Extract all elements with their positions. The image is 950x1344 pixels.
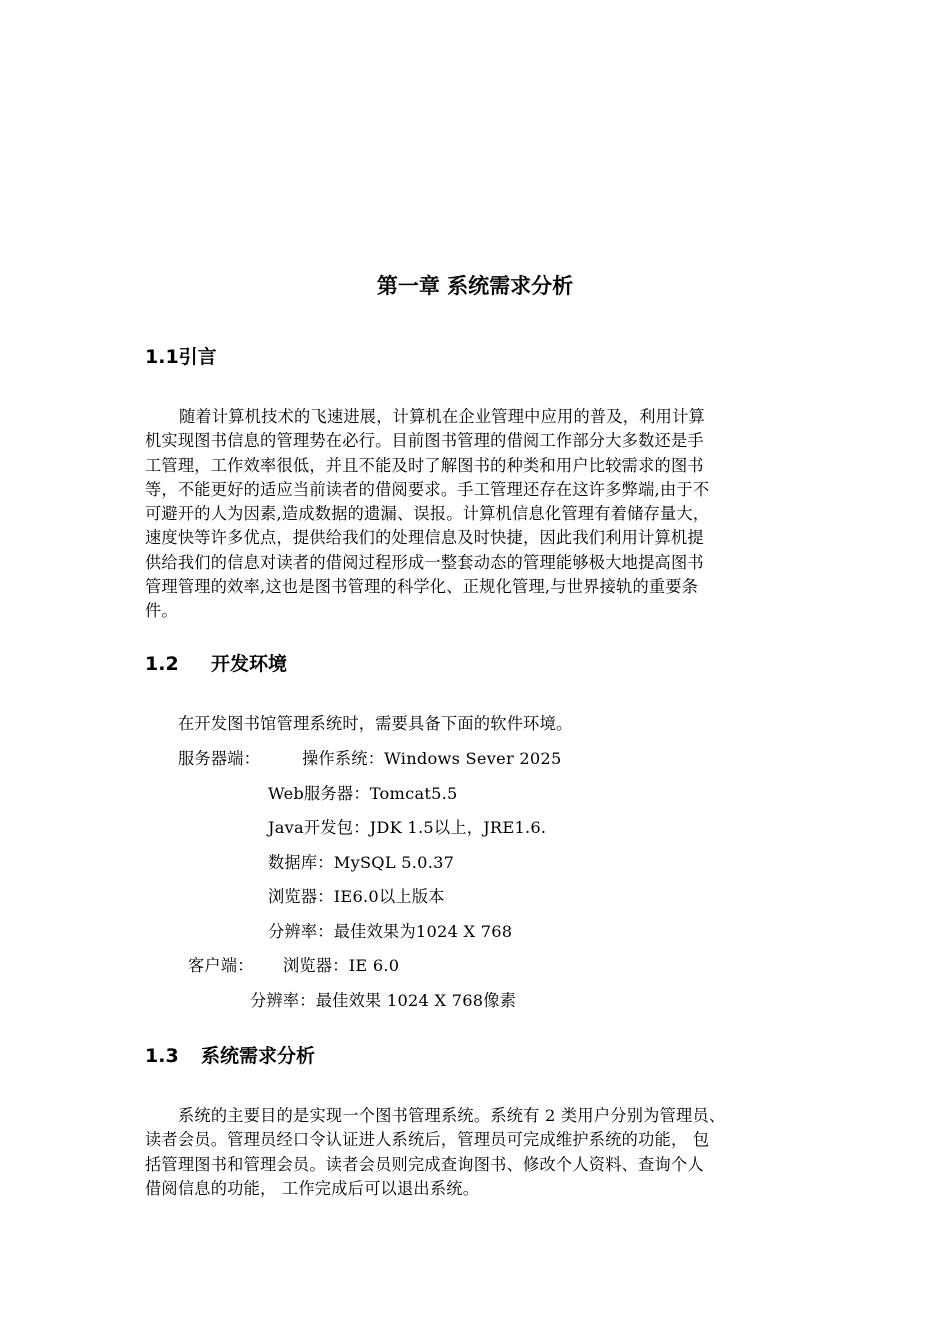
env-intro: 在开发图书馆管理系统时，需要具备下面的软件环境。 [178, 714, 573, 733]
section-title: 系统需求分析 [201, 1045, 316, 1067]
server-label: 服务器端： [178, 749, 261, 768]
paragraph-line: 速度快等许多优点，提供给我们的处理信息及时快捷，因此我们利用计算机提 [145, 528, 704, 548]
client-browser: 浏览器：IE 6.0 [283, 956, 400, 975]
paragraph-line: 供给我们的信息对读者的借阅过程形成一整套动态的管理能够极大地提高图书 [145, 552, 704, 572]
requirements-paragraph [145, 1104, 810, 1201]
section-heading-1-3 [145, 1042, 315, 1070]
server-web: Web服务器：Tomcat5.5 [268, 784, 458, 803]
client-label: 客户端： [188, 956, 254, 975]
paragraph-line: 件。 [145, 601, 178, 621]
section-title: 开发环境 [211, 653, 288, 675]
server-os: 操作系统：Windows Sever 2025 [302, 749, 562, 768]
section-number: 1.3 [145, 1045, 179, 1067]
paragraph-line: 借阅信息的功能， 工作完成后可以退出系统。 [145, 1178, 480, 1198]
section-heading-1-1 [145, 343, 217, 371]
paragraph-line: 括管理图书和管理会员。读者会员则完成查询图书、修改个人资料、查询个人 [145, 1154, 704, 1174]
paragraph-line: 等，不能更好的适应当前读者的借阅要求。手工管理还存在这许多弊端,由于不 [145, 479, 710, 499]
section-number: 1.1 [145, 346, 179, 368]
server-resolution: 分辨率：最佳效果为1024 X 768 [268, 922, 513, 941]
paragraph-line: 可避开的人为因素,造成数据的遗漏、误报。计算机信息化管理有着储存量大， [145, 504, 710, 524]
chapter-title: 第一章 系统需求分析 [376, 274, 574, 298]
paragraph-line: 随着计算机技术的飞速进展，计算机在企业管理中应用的普及，利用计算 [179, 407, 705, 426]
paragraph-line: 管理管理的效率,这也是图书管理的科学化、正规化管理,与世界接轨的重要条 [145, 577, 699, 597]
section-number: 1.2 [145, 653, 179, 675]
server-java: Java开发包：JDK 1.5以上，JRE1.6. [268, 818, 547, 837]
paragraph-line: 系统的主要目的是实现一个图书管理系统。系统有 2 类用户分别为管理员、 [178, 1106, 726, 1125]
paragraph-line: 工管理，工作效率很低，并且不能及时了解图书的种类和用户比较需求的图书 [145, 455, 704, 475]
paragraph-line: 机实现图书信息的管理势在必行。目前图书管理的借阅工作部分大多数还是手 [145, 431, 704, 451]
server-db: 数据库：MySQL 5.0.37 [268, 853, 455, 872]
section-title: 引言 [178, 346, 217, 368]
paragraph-line: 读者会员。管理员经口令认证进人系统后，管理员可完成维护系统的功能， 包 [145, 1130, 710, 1150]
intro-paragraph [145, 405, 810, 624]
server-browser: 浏览器：IE6.0以上版本 [268, 887, 445, 906]
client-resolution: 分辨率：最佳效果 1024 X 768像素 [250, 991, 517, 1010]
section-heading-1-2 [145, 650, 287, 678]
